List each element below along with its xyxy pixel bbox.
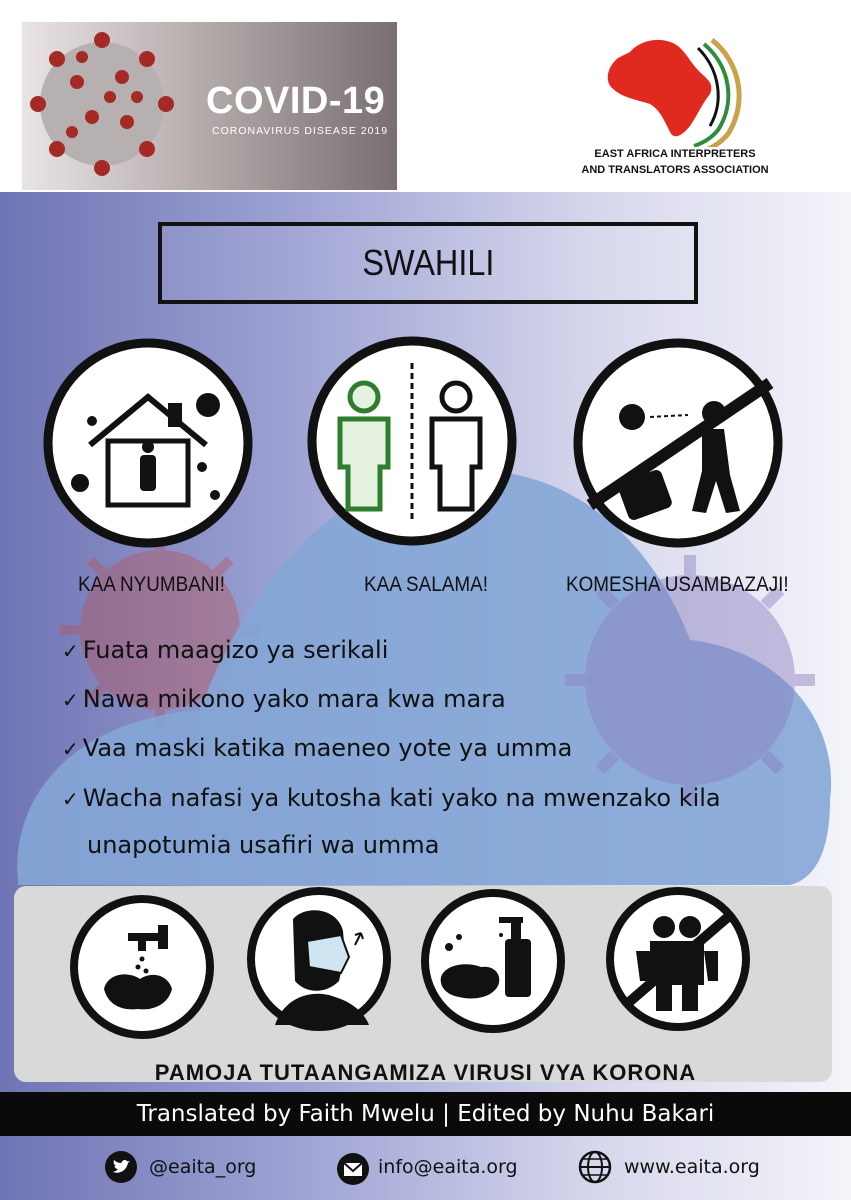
credit-bar <box>0 1092 851 1136</box>
covid-subtitle: CORONAVIRUS DISEASE 2019 <box>212 125 389 137</box>
checkmark-icon: ✓ <box>62 737 79 761</box>
checkmark-icon: ✓ <box>62 787 79 811</box>
no-travel-icon <box>570 335 786 551</box>
coronavirus-icon <box>22 22 197 190</box>
caption-stay-home: KAA NYUMBANI! <box>78 573 226 596</box>
checkmark-icon: ✓ <box>62 639 79 663</box>
list-item <box>62 784 721 812</box>
email-address[interactable]: info@eaita.org <box>378 1156 518 1178</box>
website-link[interactable]: www.eaita.org <box>624 1156 760 1178</box>
social-distance-icon <box>304 333 520 549</box>
covid-banner <box>22 22 397 190</box>
list-item-text: Nawa mikono yako mara kwa mara <box>82 685 506 713</box>
twitter-icon <box>104 1150 138 1184</box>
credit-text: Translated by Faith Mwelu | Edited by Nuhu Bakari <box>136 1101 715 1127</box>
caption-stop-spread: KOMESHA USAMBAZAJI! <box>566 573 789 596</box>
org-name-line2: AND TRANSLATORS ASSOCIATION <box>581 164 769 176</box>
checkmark-icon: ✓ <box>62 688 79 712</box>
list-item-text: Fuata maagizo ya serikali <box>82 636 389 664</box>
twitter-handle[interactable]: @eaita_org <box>149 1156 257 1178</box>
language-box <box>158 222 698 304</box>
globe-icon <box>578 1150 612 1184</box>
face-mask-icon <box>245 885 393 1033</box>
stay-home-icon <box>40 335 256 551</box>
list-item-text: Wacha nafasi ya kutosha kati yako na mwenzako kila <box>82 784 721 812</box>
org-name-line1: EAST AFRICA INTERPRETERS <box>594 148 756 160</box>
sanitizer-icon <box>419 887 567 1035</box>
list-item-continuation: unapotumia usafiri wa umma <box>87 831 440 859</box>
email-icon <box>336 1152 370 1186</box>
slogan: PAMOJA TUTAANGAMIZA VIRUSI VYA KORONA <box>154 1060 697 1085</box>
list-item <box>62 636 388 664</box>
list-item-text: Vaa maski katika maeneo yote ya umma <box>82 734 573 762</box>
no-gathering-icon <box>604 885 752 1033</box>
language-label: SWAHILI <box>361 242 495 283</box>
africa-logo-icon <box>590 22 750 147</box>
organization-name <box>560 146 790 178</box>
covid-title: COVID-19 <box>206 80 386 122</box>
list-item <box>62 685 506 713</box>
list-item <box>62 734 572 762</box>
caption-stay-safe: KAA SALAMA! <box>364 573 488 596</box>
hand-washing-icon <box>68 893 216 1041</box>
